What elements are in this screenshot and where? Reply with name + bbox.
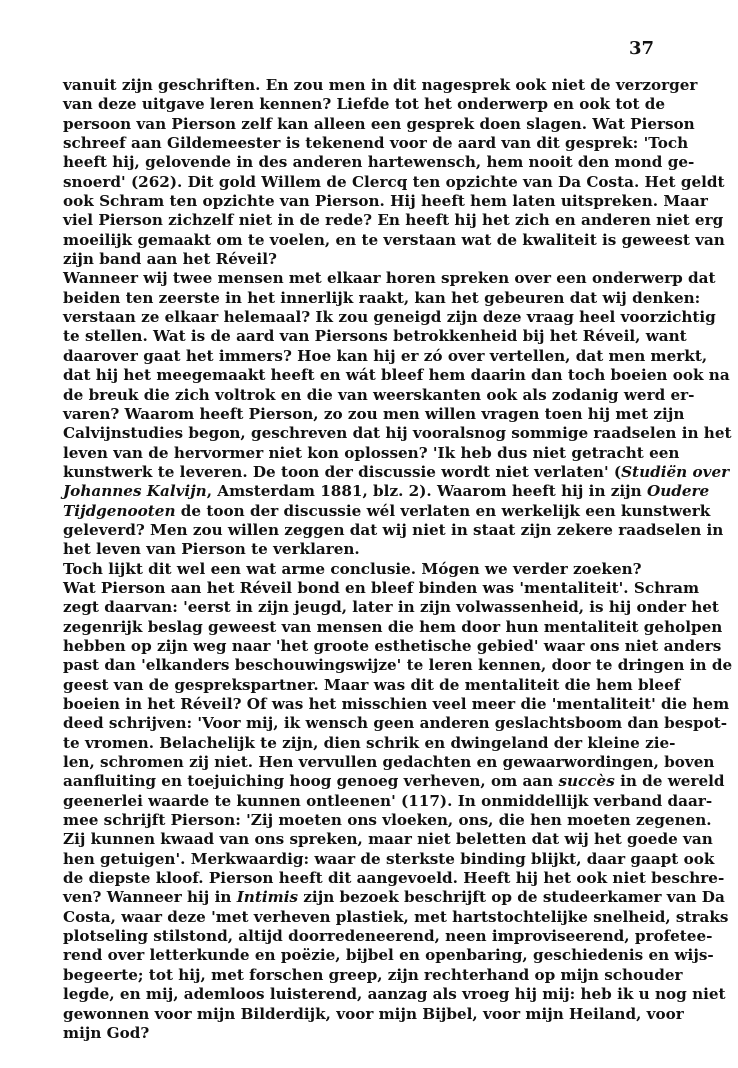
- text-line: len, schromen zij niet. Hen vervullen gedachten en gewaarwordingen, boven: [63, 753, 715, 772]
- text-line: geenerlei waarde te kunnen ontleenen' (117). In onmiddellijk verband daar-: [63, 791, 713, 810]
- text-line: geleverd? Men zou willen zeggen dat wij niet in staat zijn zekere raadselen in: [63, 520, 724, 539]
- text-line: te vromen. Belachelijk te zijn, dien schrik en dwingeland der kleine zie-: [63, 733, 676, 752]
- text-line: legde, en mij, ademloos luisterend, aanzag als vroeg hij mij: heb ik u nog niet: [63, 985, 726, 1004]
- text-line: rend over letterkunde en poëzie, bijbel en openbaring, geschiedenis en wijs-: [63, 946, 714, 965]
- text-line: Zij kunnen kwaad van ons spreken, maar niet beletten dat wij het goede van: [63, 830, 713, 849]
- text-line: moeilijk gemaakt om te voelen, en te verstaan wat de kwaliteit is geweest van: [63, 230, 725, 249]
- text-line: verstaan ze elkaar helemaal? Ik zou geneigd zijn deze vraag heel voorzichtig: [63, 308, 716, 327]
- text-line: plotseling stilstond, altijd doorredeneerend, neen improviseerend, profetee-: [63, 927, 713, 946]
- text-line: zegt daarvan: 'eerst in zijn jeugd, later in zijn volwassenheid, is hij onder het: [63, 598, 719, 617]
- text-line: mee schrijft Pierson: 'Zij moeten ons vloeken, ons, die hen moeten zegenen.: [63, 811, 712, 830]
- text-line: leven van de hervormer niet kon oplossen? 'Ik heb dus niet getracht een: [63, 443, 680, 462]
- text-line: gewonnen voor mijn Bilderdijk, voor mijn Bijbel, voor mijn Heiland, voor: [63, 1004, 684, 1023]
- text-line: te stellen. Wat is de aard van Piersons betrokkenheid bij het Réveil, want: [63, 327, 687, 346]
- text-line: dat hij het meegemaakt heeft en wát bleef hem daarin dan toch boeien ook na: [63, 366, 730, 385]
- text-line: Wat Pierson aan het Réveil bond en bleef binden was 'mentaliteit'. Schram: [63, 578, 700, 597]
- text-line: het leven van Pierson te verklaren.: [63, 540, 360, 559]
- text-line: de breuk die zich voltrok en die van weerskanten ook als zodanig werd er-: [63, 385, 695, 404]
- text-line: zijn band aan het Réveil?: [63, 250, 277, 269]
- text-line: viel Pierson zichzelf niet in de rede? En heeft hij het zich en anderen niet erg: [63, 211, 724, 230]
- text-line: Johannes Kalvijn, Amsterdam 1881, blz. 2). Waarom heeft hij in zijn Oudere: [63, 482, 710, 501]
- text-line: de diepste kloof. Pierson heeft dit aangevoeld. Heeft hij het ook niet beschre-: [63, 869, 725, 888]
- body-text: [63, 76, 733, 1043]
- text-line: daarover gaat het immers? Hoe kan hij er zó over vertellen, dat men merkt,: [63, 346, 708, 365]
- text-line: deed schrijven: 'Voor mij, ik wensch geen anderen geslachtsboom dan bespot-: [63, 714, 728, 733]
- text-line: ven? Wanneer hij in Intimis zijn bezoek beschrijft op de studeerkamer van Da: [63, 888, 725, 907]
- page-number: 37: [628, 38, 654, 59]
- text-line: Tijdgenooten de toon der discussie wél verlaten en werkelijk een kunstwerk: [63, 501, 711, 520]
- text-line: ook Schram ten opzichte van Pierson. Hij heeft hem laten uitspreken. Maar: [63, 192, 708, 211]
- text-line: boeien in het Réveil? Of was het misschien veel meer die 'mentaliteit' die hem: [63, 695, 730, 713]
- text-line: heeft hij, gelovende in des anderen hartewensch, hem nooit den mond ge-: [63, 153, 695, 172]
- text-line: Toch lijkt dit wel een wat arme conclusie. Mógen we verder zoeken?: [63, 559, 642, 578]
- text-line: zegenrijk beslag geweest van mensen die hem door hun mentaliteit geholpen: [63, 617, 723, 636]
- text-line: persoon van Pierson zelf kan alleen een gesprek doen slagen. Wat Pierson: [63, 114, 695, 133]
- text-line: Wanneer wij twee mensen met elkaar horen spreken over een onderwerp dat: [63, 269, 716, 288]
- text-line: beiden ten zeerste in het innerlijk raakt, kan het gebeuren dat wij denken:: [63, 288, 701, 307]
- text-line: Costa, waar deze 'met verheven plastiek, met hartstochtelijke snelheid, straks: [63, 907, 729, 926]
- text-line: mijn God?: [63, 1023, 150, 1042]
- text-line: Calvijnstudies begon, geschreven dat hij vooralsnog sommige raadselen in het: [63, 424, 732, 443]
- text-line: past dan 'elkanders beschouwingswijze' te leren kennen, door te dringen in de: [63, 656, 733, 675]
- text-line: hebben op zijn weg naar 'het groote esthetische gebied' waar ons niet anders: [63, 636, 722, 655]
- text-line: begeerte; tot hij, met forschen greep, zijn rechterhand op mijn schouder: [63, 965, 683, 984]
- text-line: kunstwerk te leveren. De toon der discussie wordt niet verlaten' (Studiën over: [63, 462, 730, 481]
- text-line: aanfluiting en toejuiching hoog genoeg verheven, om aan succès in de wereld: [63, 772, 725, 791]
- text-line: snoerd' (262). Dit gold Willem de Clercq ten opzichte van Da Costa. Het geldt: [63, 172, 725, 191]
- text-line: schreef aan Gildemeester is tekenend voor de aard van dit gesprek: 'Toch: [63, 134, 689, 153]
- text-line: hen getuigen'. Merkwaardig: waar de sterkste binding blijkt, daar gaapt ook: [63, 849, 715, 868]
- text-line: vanuit zijn geschriften. En zou men in dit nagesprek ook niet de verzorger: [63, 76, 698, 94]
- text-line: van deze uitgave leren kennen? Liefde tot het onderwerp en ook tot de: [63, 95, 666, 114]
- text-line: varen? Waarom heeft Pierson, zo zou men willen vragen toen hij met zijn: [63, 404, 685, 423]
- text-line: geest van de gesprekspartner. Maar was dit de mentaliteit die hem bleef: [63, 675, 681, 694]
